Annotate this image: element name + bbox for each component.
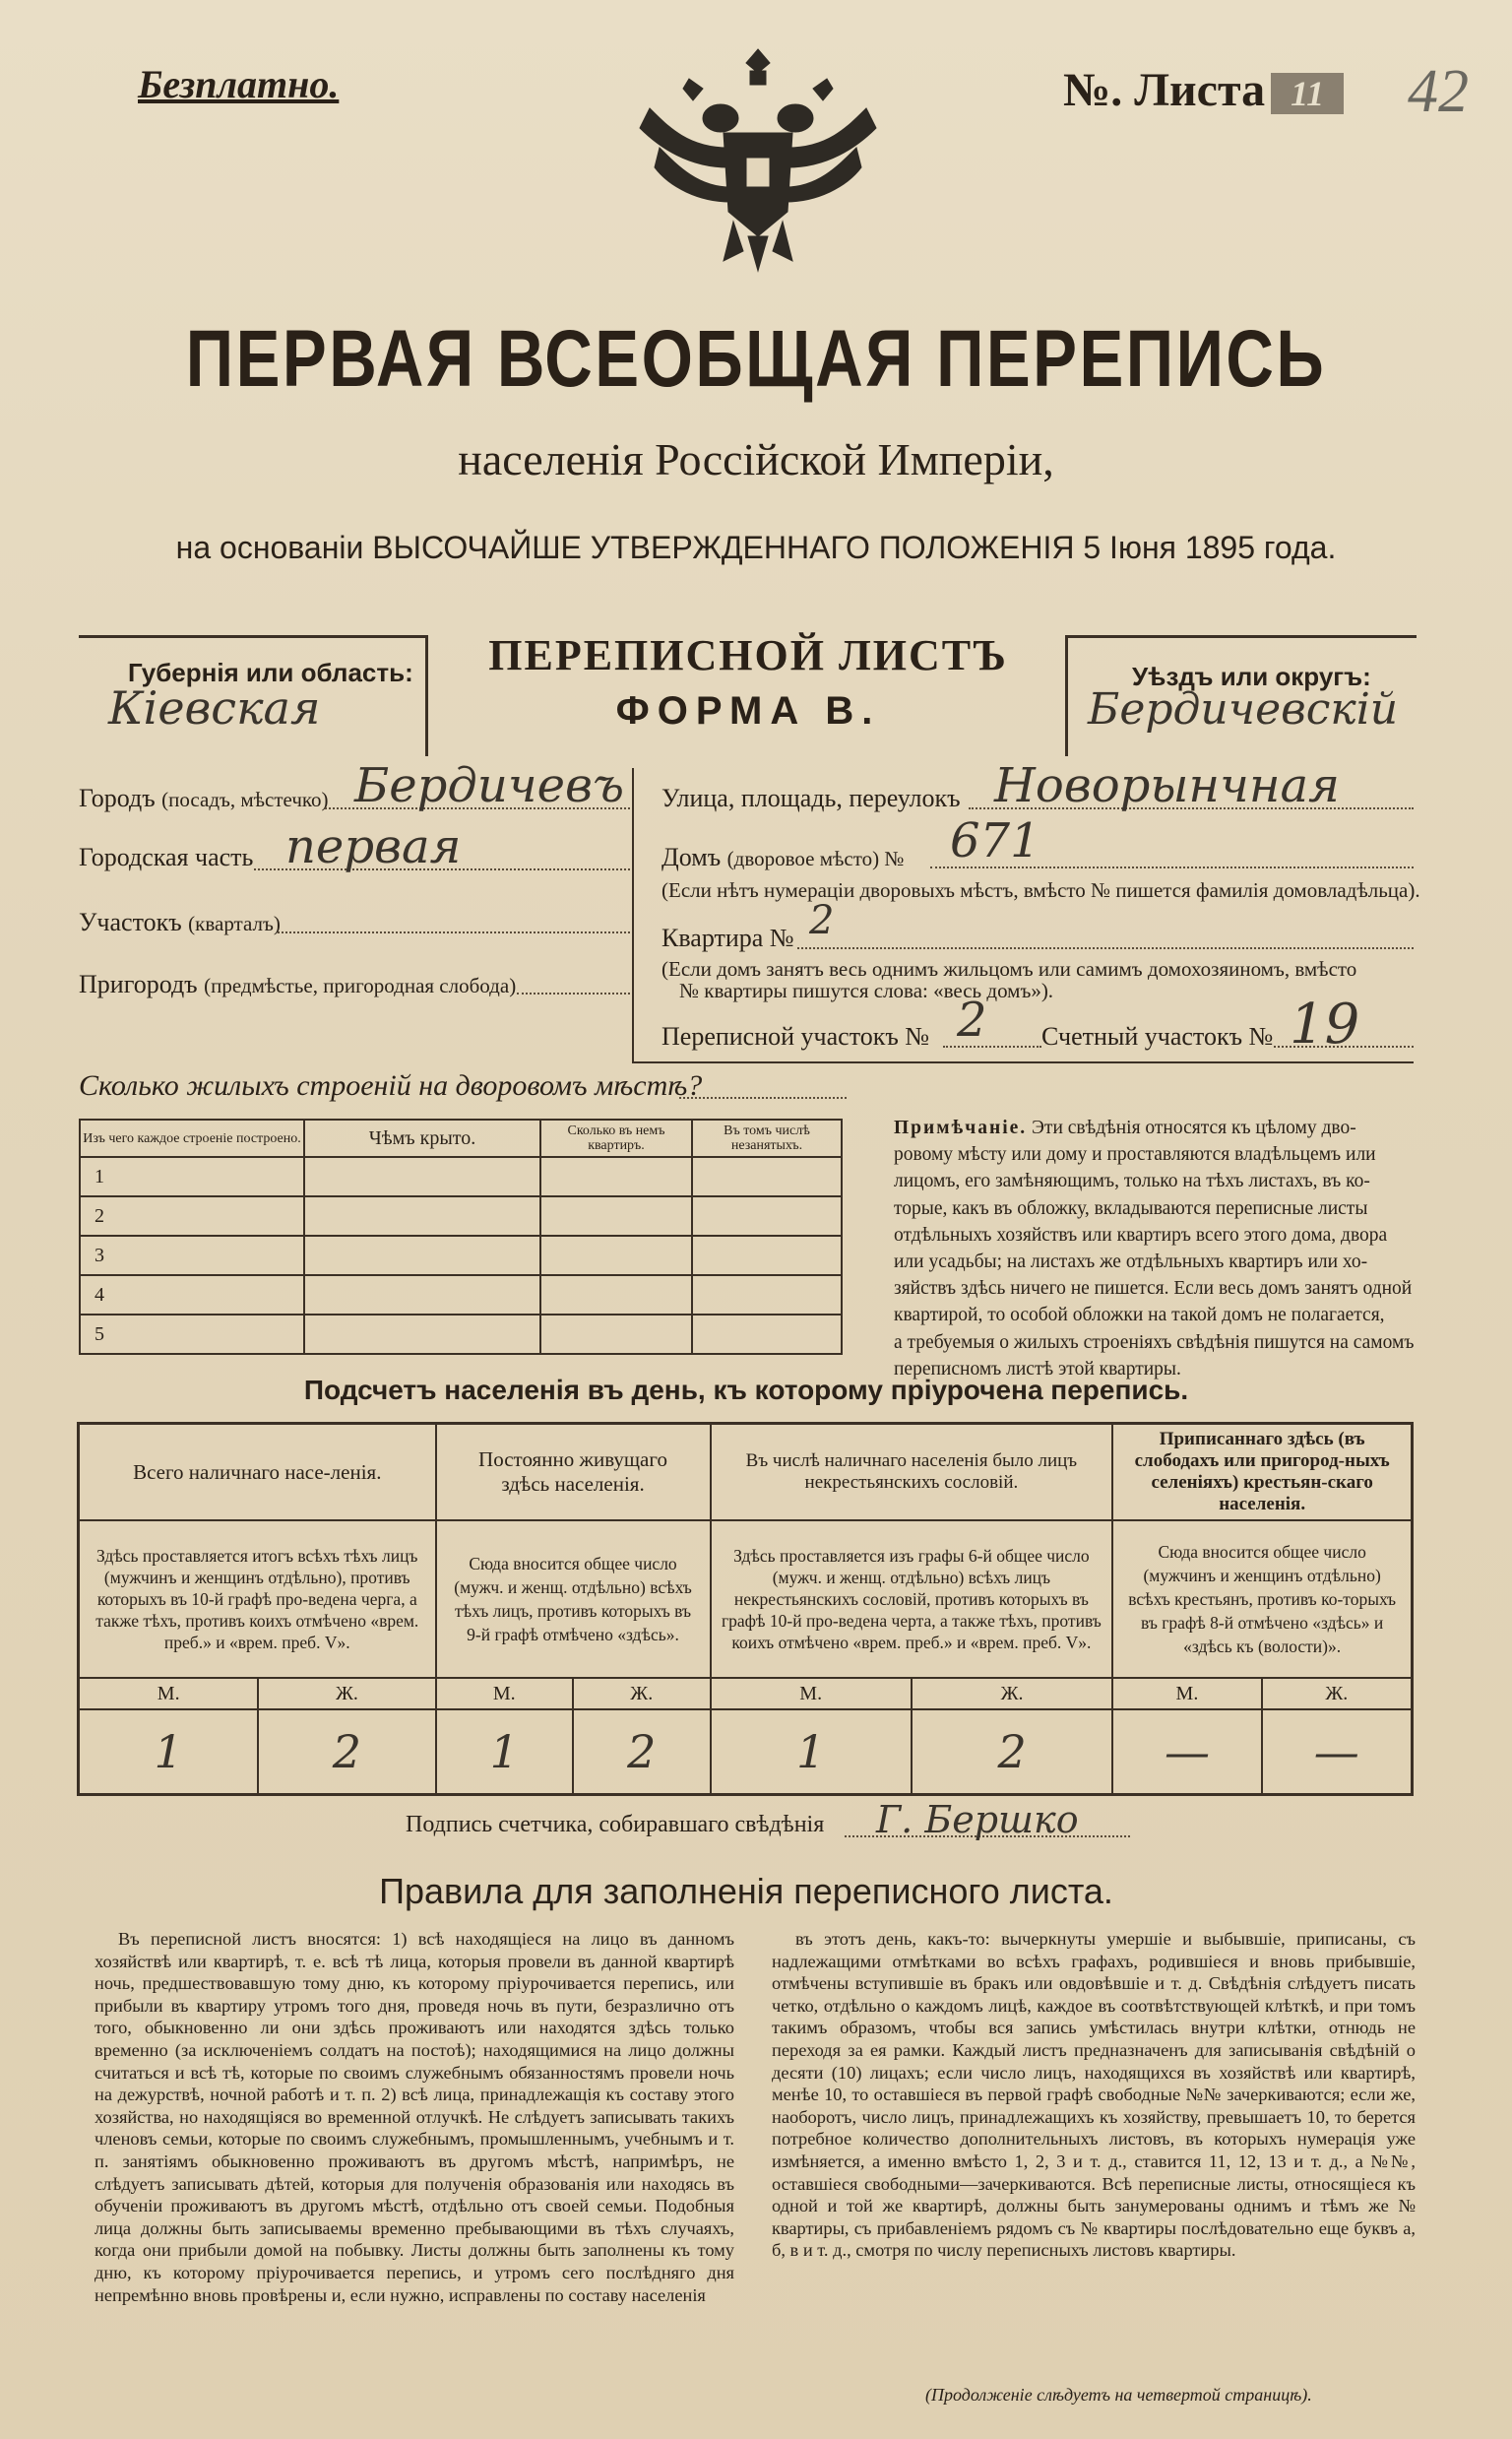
census-subtitle: населенія Россійской Имперіи, — [458, 434, 1054, 484]
count-head-peasant: Приписаннаго здѣсь (въ слободахъ или пригород-ныхъ селеніяхъ) крестьян-скаго населенія. — [1112, 1424, 1412, 1521]
buildings-row-num: 4 — [80, 1275, 304, 1315]
city-label: Городъ — [79, 784, 156, 812]
flat-value: 2 — [809, 898, 835, 943]
count-desc-nonpeasant: Здѣсь проставляется изъ графы 6-й общее число (мужч. и женщ. отдѣльно) всѣхъ лицъ некрестьянскихъ сословій, противъ которыхъ въ графѣ 10-й про-ведена черта, а также тѣхъ, противъ коихъ отмѣчено «врем. преб.» и «врем. преб. V». — [711, 1520, 1113, 1678]
buildings-col-vacant: Въ томъ числѣ незанятыхъ. — [692, 1120, 842, 1157]
census-district-label: Переписной участокъ № — [662, 1022, 930, 1051]
buildings-col-material: Изъ чего каждое строеніе построено. — [80, 1120, 304, 1157]
buildings-question: Сколько жилыхъ строеній на дворовомъ мѣстѣ? — [79, 1069, 703, 1102]
house-hint: (дворовое мѣсто) № — [726, 847, 905, 870]
buildings-row-num: 2 — [80, 1196, 304, 1236]
m-label: М. — [79, 1678, 259, 1709]
uchastok-label: Участокъ — [79, 908, 182, 936]
city-part-label: Городская часть — [79, 843, 254, 871]
uezd-label: Уѣздъ или округъ: — [1132, 662, 1371, 691]
uezd-value: Бердичевскій — [1088, 684, 1399, 735]
city-hint: (посадъ, мѣстечко) — [161, 788, 329, 811]
page-corner-number: 42 — [1408, 58, 1469, 125]
census-district-value: 2 — [957, 993, 987, 1048]
f-label: Ж. — [1262, 1678, 1413, 1709]
permanent-female-count: 2 — [573, 1709, 710, 1794]
house-note: (Если нѣтъ нумераціи дворовыхъ мѣстъ, вмѣсто № пишется фамилія домовладѣльца). — [662, 878, 1420, 902]
prigorod-hint: (предмѣстье, пригородная слобода) — [204, 974, 517, 997]
f-label: Ж. — [912, 1678, 1112, 1709]
gubernia-value: Кіевская — [108, 681, 321, 735]
house-value: 671 — [950, 813, 1040, 868]
city-field — [79, 784, 329, 813]
permanent-male-count: 1 — [436, 1709, 573, 1794]
street-value: Новорынчная — [994, 758, 1340, 813]
flat-note-1: (Если домъ занятъ весь однимъ жильцомъ или самимъ домохозяиномъ, вмѣсто — [662, 957, 1357, 981]
signature-label: Подпись счетчика, собиравшаго свѣдѣнія — [406, 1812, 825, 1837]
form-title: ПЕРЕПИСНОЙ ЛИСТЪ — [488, 631, 1008, 679]
nonpeasant-female-count: 2 — [912, 1709, 1112, 1794]
f-label: Ж. — [258, 1678, 435, 1709]
census-basis: на основаніи ВЫСОЧАЙШЕ УТВЕРЖДЕННАГО ПОЛОЖЕНІЯ 5 Іюня 1895 года. — [175, 530, 1337, 565]
buildings-col-flats: Сколько въ немъ квартиръ. — [540, 1120, 692, 1157]
census-title: ПЕРВАЯ ВСЕОБЩАЯ ПЕРЕПИСЬ — [185, 314, 1327, 404]
present-male-count: 1 — [79, 1709, 259, 1794]
sheet-number — [1063, 63, 1344, 117]
prigorod-field — [79, 970, 516, 999]
count-district-value: 19 — [1290, 993, 1360, 1057]
city-part-value: первая — [285, 819, 462, 874]
house-label: Домъ — [662, 843, 722, 871]
double-headed-eagle-emblem — [630, 39, 886, 276]
count-title: Подсчетъ населенія въ день, къ которому пріурочена перепись. — [303, 1375, 1189, 1405]
uchastok-field — [79, 908, 281, 937]
m-label: М. — [436, 1678, 573, 1709]
rules-left-column: Въ переписной листъ вносятся: 1) всѣ находящіеся на лицо въ данномъ хозяйствѣ или квартирѣ, т. е. всѣ тѣ лица, которыя провели въ данной квартирѣ ночь, предшествовавшую тому дню, къ которому пріурочивается перепись, или прибыли въ квартиру утромъ того дня, проведя ночь въ пути, безразлично отъ того, обыкновенно ли они здѣсь проживаютъ или находятся здѣсь только временно (за исключеніемъ солдатъ на постоѣ); находящимися на лицо должны считаться и всѣ тѣ, которые по своимъ служебнымъ обязанностямъ провели ночь на дежурствѣ, ночной работѣ и т. п. 2) всѣ лица, принадлежащія къ составу этого хозяйства, но находящіяся во временной отлучкѣ. Не слѣдуетъ записывать такихъ членовъ семьи, которые по своимъ служебнымъ, промышленнымъ, учебнымъ и т. п. занятіямъ обыкновенно проживаютъ въ другомъ мѣстѣ, напримѣръ, не слѣдуетъ записывать дѣтей, которыя для полученія образованія или находясь въ обученіи проживаютъ въ другомъ мѣстѣ, отдѣльно отъ своей семьи. Подобныя лица должны быть записываемы временно пребывающими въ тѣхъ случаяхъ, когда они прибыли домой на побывку. Листы должны быть заполнены къ тому дню, къ которому пріурочивается перепись, и утромъ сего послѣдняго дня непремѣнно вновь провѣрены и, если нужно, исправлены по составу населенія — [94, 1929, 734, 2305]
count-head-present: Всего наличнаго насе-ленія. — [79, 1424, 436, 1521]
nonpeasant-male-count: 1 — [711, 1709, 912, 1794]
m-label: М. — [711, 1678, 912, 1709]
m-label: М. — [1112, 1678, 1261, 1709]
free-of-charge-label: Безплатно. — [138, 62, 340, 106]
buildings-table — [79, 1119, 843, 1355]
rules-continued-note: (Продолженіе слѣдуетъ на четвертой страницѣ). — [925, 2385, 1312, 2405]
peasant-male-count: — — [1112, 1709, 1261, 1794]
rules-right-column: въ этотъ день, какъ-то: вычеркнуты умершіе и выбывшіе, приписаны, съ надлежащими отмѣтками во всѣхъ графахъ, родившіеся и вновь прибывшіе, отмѣчены вступившіе въ бракъ или овдовѣвшіе и т. д. Свѣдѣнія слѣдуетъ писать четко, отдѣльно о каждомъ лицѣ, каждое въ соотвѣтствующей клѣткѣ, и при томъ такимъ образомъ, чтобы вся запись умѣстилась внутри клѣтки, отнюдь не переходя за ея рамки. Каждый листъ предназначенъ для записыванія свѣдѣній о десяти (10) лицахъ; если число лицъ, находящихся въ хозяйствѣ или квартирѣ, менѣе 10, то оставшіеся въ первой графѣ свободные №№ зачеркиваются; если же, наоборотъ, число лицъ, принадлежащихъ къ хозяйству, превышаетъ 10, то берется потребное количество дополнительныхъ листовъ, въ которыхъ нумерація уже измѣняется, а именно вмѣсто 1, 2, 3 и т. д., ставится 11, 12, 13 и т. д., а №№, оставшіеся свободными—зачеркиваются. Всѣ переписные листы, относящіеся къ одной и той же квартирѣ, должны быть занумерованы однимъ и тѣмъ же № квартиры, съ прибавленіемъ рядомъ съ № квартиры послѣдовательно еще буквъ а, б, в и т. д., смотря по числу переписныхъ листовъ квартиры. — [772, 1929, 1416, 2261]
flat-label: Квартира № — [662, 924, 794, 952]
city-value: Бердичевъ — [354, 758, 624, 813]
buildings-row-num: 3 — [80, 1236, 304, 1275]
street-label: Улица, площадь, переулокъ — [662, 784, 961, 812]
count-desc-present: Здѣсь проставляется итогъ всѣхъ тѣхъ лицъ (мужчинъ и женщинъ отдѣльно), противъ которыхъ въ 10-й графѣ про-ведена черга, а также тѣхъ, противъ коихъ отмѣчено «врем. преб.» и «врем. преб. V». — [79, 1520, 436, 1678]
sheet-number-label: №. Листа — [1063, 64, 1266, 116]
rules-title: Правила для заполненія переписного листа. — [379, 1871, 1113, 1911]
house-field — [662, 843, 904, 872]
sheet-number-value: 11 — [1271, 73, 1344, 114]
buildings-row-num: 1 — [80, 1157, 304, 1196]
buildings-note-lead: Примѣчаніе. — [894, 1118, 1028, 1138]
population-count-table — [77, 1422, 1414, 1796]
uchastok-hint: (кварталъ) — [188, 912, 281, 935]
count-desc-peasant: Сюда вносится общее число (мужчинъ и женщинъ отдѣльно) всѣхъ крестьянъ, противъ ко-торыхъ въ графѣ 8-й отмѣчено «здѣсь» и «здѣсь къ (волости)». — [1112, 1520, 1412, 1678]
form-subtitle: ФОРМА В. — [615, 689, 881, 733]
count-desc-permanent: Сюда вносится общее число (мужч. и женщ. отдѣльно) всѣхъ тѣхъ лицъ, противъ которыхъ въ 9-й графѣ отмѣчено «здѣсь». — [436, 1520, 711, 1678]
count-head-permanent: Постоянно живущаго здѣсь населенія. — [436, 1424, 711, 1521]
counter-signature: Г. Бершко — [876, 1798, 1079, 1841]
buildings-note: Примѣчаніе. Эти свѣдѣнія относятся къ цѣлому дво- ровому мѣсту или дому и проставляются владѣльцемъ или лицомъ, его замѣняющимъ, только на тѣхъ листахъ, въ ко- торые, какъ въ обложку, вкладываются переписные листы отдѣльныхъ хозяйствъ или квартиръ всего этого дома, двора или усадьбы; на листахъ же отдѣльныхъ квартиръ или хо- зяйствъ здѣсь ничего не пишется. Если весь домъ занятъ одной квартирой, то особой обложки на такой домъ не полагается, а требуемыя о жилыхъ строеніяхъ свѣдѣнія пишутся на самомъ переписномъ листѣ этой квартиры. — [894, 1118, 1415, 1380]
count-district-label: Счетный участокъ № — [1041, 1022, 1274, 1051]
buildings-col-roof: Чѣмъ крыто. — [304, 1120, 540, 1157]
buildings-row-num: 5 — [80, 1315, 304, 1354]
prigorod-label: Пригородъ — [79, 970, 198, 998]
peasant-female-count: — — [1262, 1709, 1413, 1794]
present-female-count: 2 — [258, 1709, 435, 1794]
flat-note-2: № квартиры пишутся слова: «весь домъ»). — [679, 979, 1054, 1002]
count-head-nonpeasant: Въ числѣ наличнаго населенія было лицъ некрестьянскихъ сословій. — [711, 1424, 1113, 1521]
f-label: Ж. — [573, 1678, 710, 1709]
gubernia-label: Губернія или область: — [128, 658, 413, 687]
